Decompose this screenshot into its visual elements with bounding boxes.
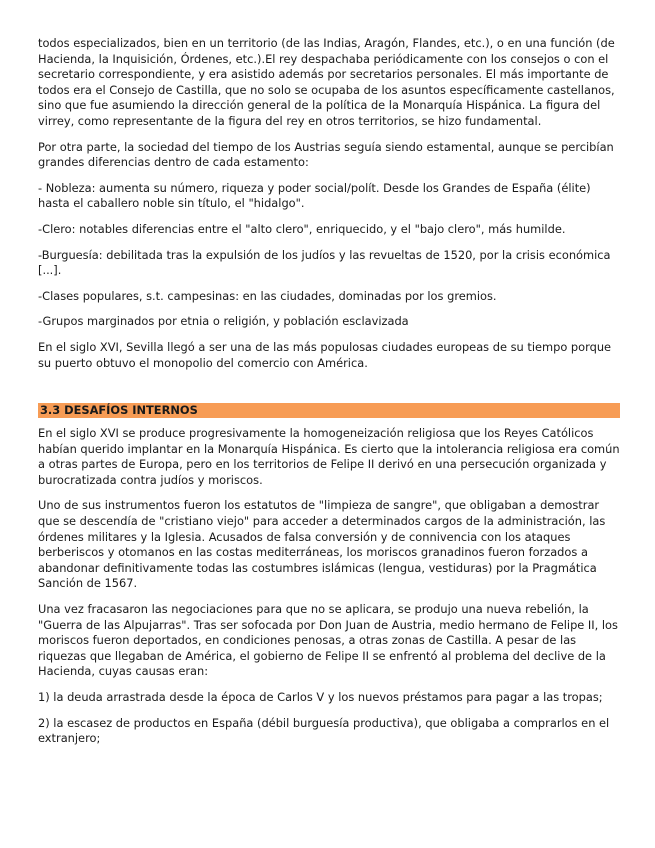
section-heading: 3.3 DESAFÍOS INTERNOS — [38, 403, 620, 418]
paragraph-councils: todos especializados, bien en un territorio (de las Indias, Aragón, Flandes, etc.), o en una función (de Hacienda, la Inquisición, Órdenes, etc.).El rey despachaba periódicamente con los consejos o con el secretario correspondiente, y era asistido además por secretarios personales. El más importante de todos era el Consejo de Castilla, que no solo se ocupaba de los asuntos específicamente castellanos, sino que fue asumiendo la dirección general de la política de la Monarquía Hispánica. La figura del virrey, como representante de la figura del rey en otros territorios, se hizo fundamental. — [38, 36, 615, 128]
paragraph-limpieza-sangre: Uno de sus instrumentos fueron los estatutos de "limpieza de sangre", que obligaban a demostrar que se descendía de "cristiano viejo" para acceder a determinados cargos de la administración, las órdenes militares y la Iglesia. Acusados de falsa conversión y de connivencia con los ataques berberiscos y otomanos en las costas mediterráneas, los moriscos granadinos fueron forzados a abandonar definitivamente todas las costumbres islámicas (lengua, vestiduras) por la Pragmática Sanción de 1567. — [38, 498, 606, 591]
paragraph-homogeneizacion: En el siglo XVI se produce progresivamente la homogeneización religiosa que los Reyes Católicos habían querido implantar en la Monarquía Hispánica. Es cierto que la intolerancia religiosa era común a otras partes de Europa, pero en los territorios de Felipe II derivó en una persecución organizada y burocratizada contra judíos y moriscos. — [38, 426, 620, 487]
list-item-grupos-marginados: -Grupos marginados por etnia o religión, y población esclavizada — [38, 314, 409, 329]
list-item-clases-populares: -Clases populares, s.t. campesinas: en las ciudades, dominadas por los gremios. — [38, 288, 497, 303]
document-page — [38, 36, 620, 757]
paragraph-society-intro: Por otra parte, la sociedad del tiempo de los Austrias seguía siendo estamental, aunque se percibían grandes diferencias dentro de cada estamento: — [38, 139, 614, 170]
list-item-deuda: 1) la deuda arrastrada desde la época de Carlos V y los nuevos préstamos para pagar a las tropas; — [38, 690, 603, 704]
list-item-burguesia: -Burguesía: debilitada tras la expulsión de los judíos y las revueltas de 1520, por la crisis económica [...]. — [38, 247, 611, 278]
list-item-clero: -Clero: notables diferencias entre el "alto clero", enriquecido, y el "bajo clero", más humilde. — [38, 221, 566, 236]
paragraph-sevilla: En el siglo XVI, Sevilla llegó a ser una de las más populosas ciudades europeas de su tiempo porque su puerto obtuvo el monopolio del comercio con América. — [38, 339, 612, 370]
paragraph-alpujarras: Una vez fracasaron las negociaciones para que no se aplicara, se produjo una nueva rebelión, la "Guerra de las Alpujarras". Tras ser sofocada por Don Juan de Austria, medio hermano de Felipe II, los moriscos fueron deportados, en condiciones penosas, a otras zonas de Castilla. A pesar de las riquezas que llegaban de América, el gobierno de Felipe II se enfrentó al problema del declive de la Hacienda, cuyas causas eran: — [38, 602, 618, 679]
section-spacer — [38, 381, 620, 403]
list-item-nobleza: - Nobleza: aumenta su número, riqueza y poder social/polít. Desde los Grandes de España (élite) hasta el caballero noble sin título, el "hidalgo". — [38, 180, 591, 211]
list-item-escasez: 2) la escasez de productos en España (débil burguesía productiva), que obligaba a comprarlos en el extranjero; — [38, 715, 610, 746]
